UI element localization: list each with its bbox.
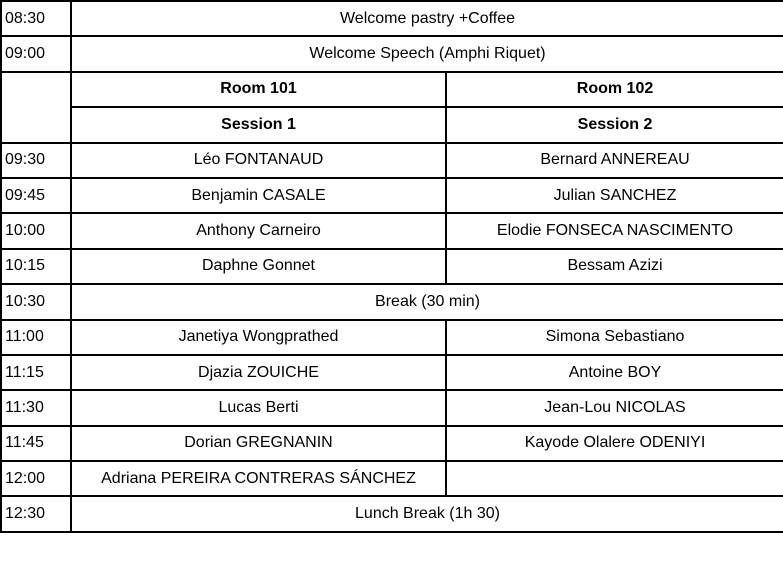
time-cell: 11:00 [1, 320, 71, 355]
schedule-row [1, 390, 783, 425]
session-header-row [1, 107, 783, 142]
room-102-header: Room 102 [446, 72, 783, 107]
room-101-speaker: Benjamin CASALE [71, 178, 446, 213]
time-cell: 12:30 [1, 496, 71, 531]
room-102-speaker: Julian SANCHEZ [446, 178, 783, 213]
schedule-row [1, 1, 783, 36]
room-101-speaker: Anthony Carneiro [71, 213, 446, 248]
schedule-row [1, 355, 783, 390]
room-101-header: Room 101 [71, 72, 446, 107]
room-102-speaker: Jean-Lou NICOLAS [446, 390, 783, 425]
time-cell: 10:00 [1, 213, 71, 248]
schedule-row [1, 426, 783, 461]
schedule-row [1, 284, 783, 319]
schedule-row [1, 143, 783, 178]
break-cell: Break (30 min) [71, 284, 783, 319]
time-cell: 11:45 [1, 426, 71, 461]
time-cell: 10:30 [1, 284, 71, 319]
time-cell: 08:30 [1, 1, 71, 36]
time-cell: 11:30 [1, 390, 71, 425]
room-102-speaker: Elodie FONSECA NASCIMENTO [446, 213, 783, 248]
room-102-speaker: Kayode Olalere ODENIYI [446, 426, 783, 461]
room-102-speaker: Simona Sebastiano [446, 320, 783, 355]
time-cell: 12:00 [1, 461, 71, 496]
time-cell: 09:30 [1, 143, 71, 178]
schedule-row [1, 213, 783, 248]
room-101-speaker: Janetiya Wongprathed [71, 320, 446, 355]
room-101-speaker: Léo FONTANAUD [71, 143, 446, 178]
room-header-row [1, 72, 783, 107]
time-cell: 10:15 [1, 249, 71, 284]
room-102-speaker: Bernard ANNEREAU [446, 143, 783, 178]
session-1-header: Session 1 [71, 107, 446, 142]
room-102-speaker: Bessam Azizi [446, 249, 783, 284]
session-2-header: Session 2 [446, 107, 783, 142]
room-102-speaker [446, 461, 783, 496]
room-101-speaker: Adriana PEREIRA CONTRERAS SÁNCHEZ [71, 461, 446, 496]
schedule-row [1, 320, 783, 355]
welcome-pastry-cell: Welcome pastry +Coffee [71, 1, 783, 36]
schedule-row [1, 249, 783, 284]
schedule-row [1, 461, 783, 496]
empty-time-cell [1, 72, 71, 143]
schedule-row [1, 496, 783, 531]
room-102-speaker: Antoine BOY [446, 355, 783, 390]
room-101-speaker: Lucas Berti [71, 390, 446, 425]
time-cell: 09:00 [1, 36, 71, 71]
room-101-speaker: Dorian GREGNANIN [71, 426, 446, 461]
schedule-row [1, 178, 783, 213]
time-cell: 11:15 [1, 355, 71, 390]
schedule-row [1, 36, 783, 71]
welcome-speech-cell: Welcome Speech (Amphi Riquet) [71, 36, 783, 71]
room-101-speaker: Daphne Gonnet [71, 249, 446, 284]
room-101-speaker: Djazia ZOUICHE [71, 355, 446, 390]
lunch-break-cell: Lunch Break (1h 30) [71, 496, 783, 531]
time-cell: 09:45 [1, 178, 71, 213]
